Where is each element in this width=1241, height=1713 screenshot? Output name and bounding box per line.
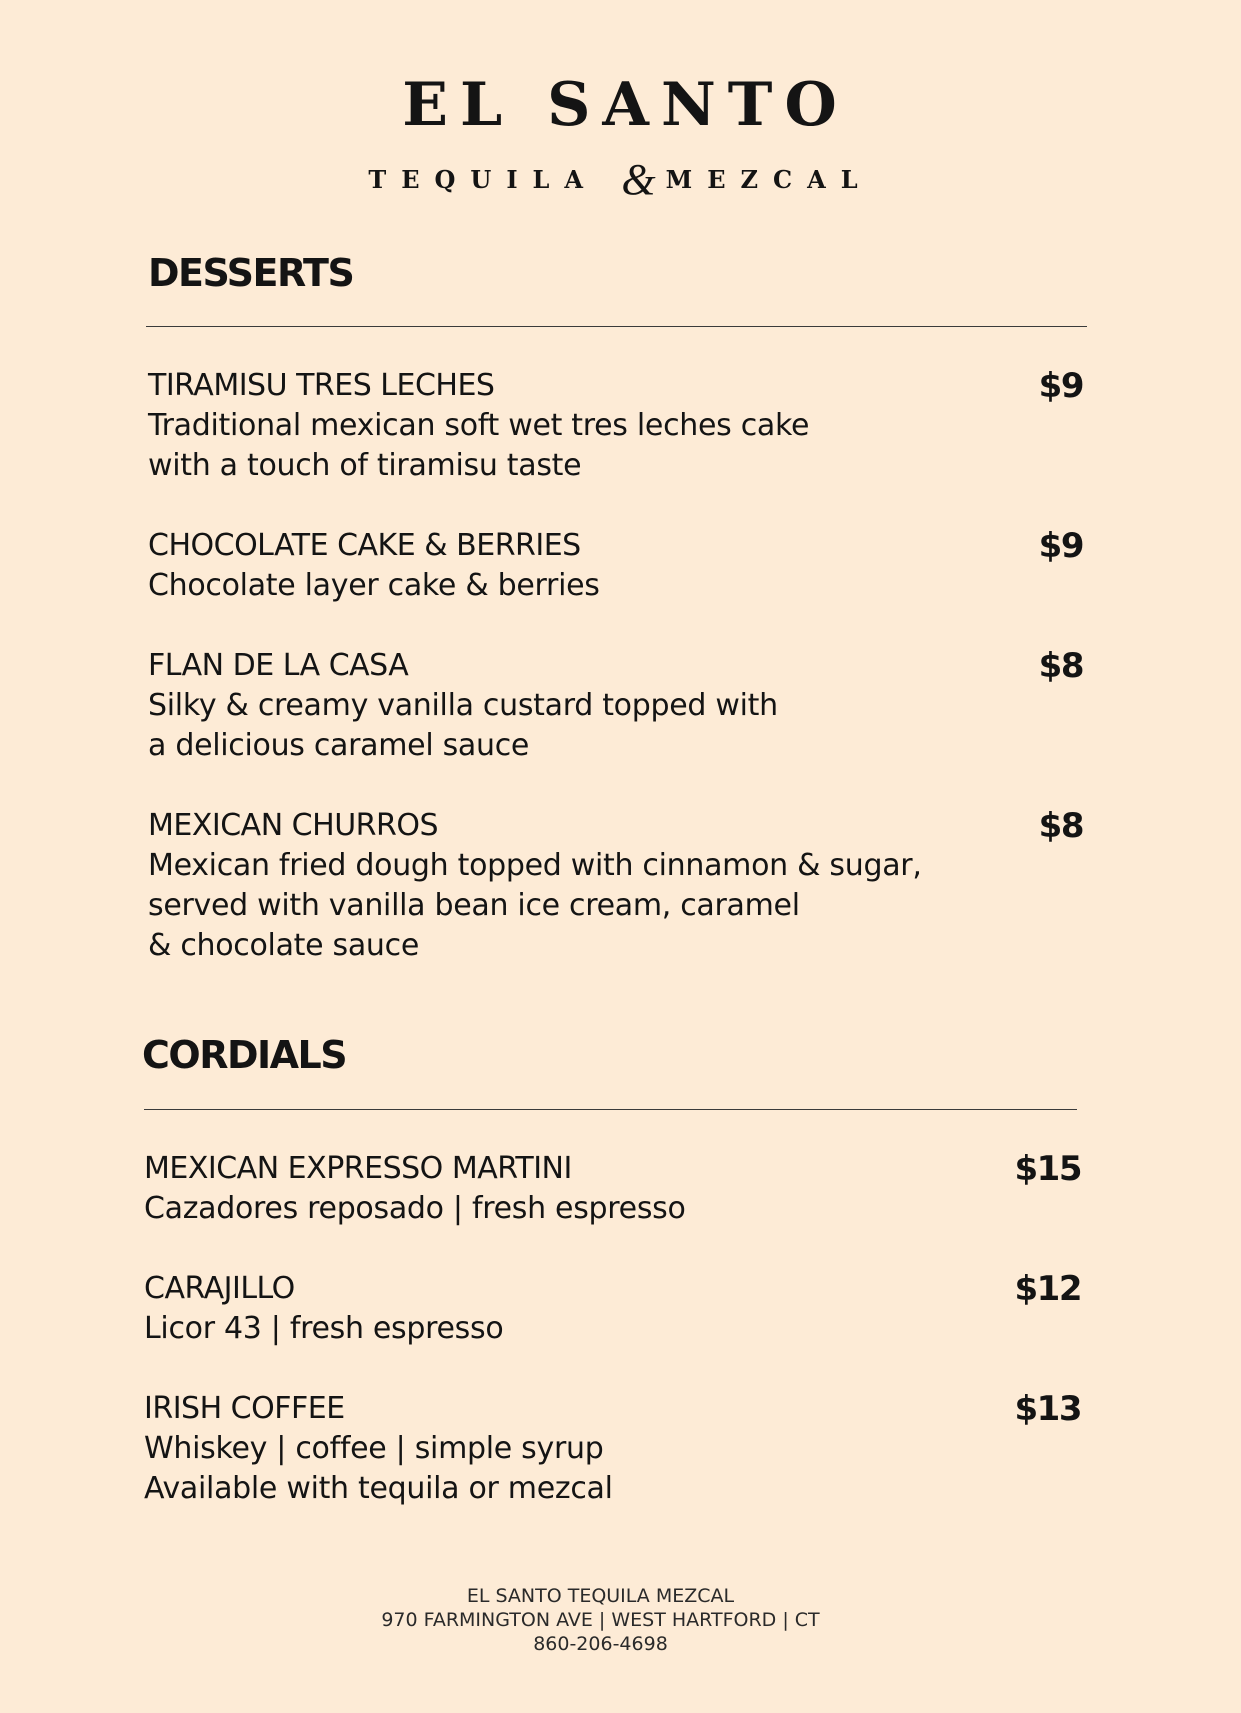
item-name: MEXICAN EXPRESSO MARTINI bbox=[144, 1151, 572, 1186]
item-price: $9 bbox=[1038, 366, 1083, 406]
menu-item bbox=[144, 1389, 613, 1509]
item-description-line: Traditional mexican soft wet tres leches cake bbox=[148, 408, 810, 443]
item-description bbox=[148, 566, 600, 606]
item-description-line: with a touch of tiramisu taste bbox=[148, 448, 582, 483]
footer-street: 970 FARMINGTON AVE | WEST HARTFORD | CT bbox=[381, 1609, 820, 1631]
menu-item bbox=[148, 806, 922, 966]
item-description-line: Silky & creamy vanilla custard topped with bbox=[148, 688, 778, 723]
item-name: CARAJILLO bbox=[144, 1271, 295, 1306]
menu-item bbox=[148, 366, 809, 486]
menu-item bbox=[144, 1269, 503, 1349]
footer-name: EL SANTO TEQUILA MEZCAL bbox=[466, 1585, 735, 1607]
item-price: $12 bbox=[1014, 1269, 1081, 1309]
menu-item bbox=[144, 1149, 686, 1229]
item-description-line: Licor 43 | fresh espresso bbox=[144, 1311, 504, 1346]
logo-sub-mezcal: MEZCAL bbox=[665, 165, 873, 194]
item-description bbox=[148, 846, 922, 966]
menu-item bbox=[148, 646, 778, 766]
item-description bbox=[148, 686, 778, 766]
desserts-divider bbox=[146, 326, 1087, 327]
item-description-line: a delicious caramel sauce bbox=[148, 728, 530, 763]
item-description-line: Whiskey | coffee | simple syrup bbox=[144, 1431, 604, 1466]
item-description-line: served with vanilla bean ice cream, caramel bbox=[148, 888, 800, 923]
item-price: $8 bbox=[1038, 646, 1083, 686]
item-description bbox=[144, 1309, 503, 1349]
item-description bbox=[144, 1189, 686, 1229]
logo-ampersand: & bbox=[621, 155, 656, 204]
item-description-line: & chocolate sauce bbox=[148, 928, 419, 963]
cordials-divider bbox=[144, 1109, 1077, 1110]
item-description-line: Cazadores reposado | fresh espresso bbox=[144, 1191, 686, 1226]
cordials-heading: CORDIALS bbox=[142, 1033, 347, 1077]
logo bbox=[0, 70, 1241, 204]
item-price: $13 bbox=[1014, 1389, 1081, 1429]
item-description bbox=[148, 406, 809, 486]
item-description-line: Mexican fried dough topped with cinnamon & sugar, bbox=[148, 848, 922, 883]
item-name: IRISH COFFEE bbox=[144, 1391, 345, 1426]
item-description bbox=[144, 1429, 613, 1509]
item-name: MEXICAN CHURROS bbox=[148, 808, 438, 843]
cordials-heading-wrap bbox=[142, 1030, 346, 1080]
item-price: $9 bbox=[1038, 526, 1083, 566]
item-name: FLAN DE LA CASA bbox=[148, 648, 409, 683]
desserts-heading: DESSERTS bbox=[148, 251, 354, 295]
item-name: CHOCOLATE CAKE & BERRIES bbox=[148, 528, 581, 563]
item-price: $8 bbox=[1038, 806, 1083, 846]
footer-address bbox=[0, 1584, 1201, 1656]
item-name: TIRAMISU TRES LECHES bbox=[148, 368, 495, 403]
logo-title: EL SANTO bbox=[402, 70, 849, 140]
logo-sub-tequila: TEQUILA bbox=[368, 165, 599, 194]
item-description-line: Available with tequila or mezcal bbox=[144, 1471, 613, 1506]
logo-subtitle bbox=[0, 155, 1241, 204]
menu-item bbox=[148, 526, 600, 606]
item-price: $15 bbox=[1014, 1149, 1081, 1189]
item-description-line: Chocolate layer cake & berries bbox=[148, 568, 600, 603]
footer-phone: 860-206-4698 bbox=[533, 1633, 668, 1655]
desserts-heading-wrap bbox=[148, 248, 353, 298]
